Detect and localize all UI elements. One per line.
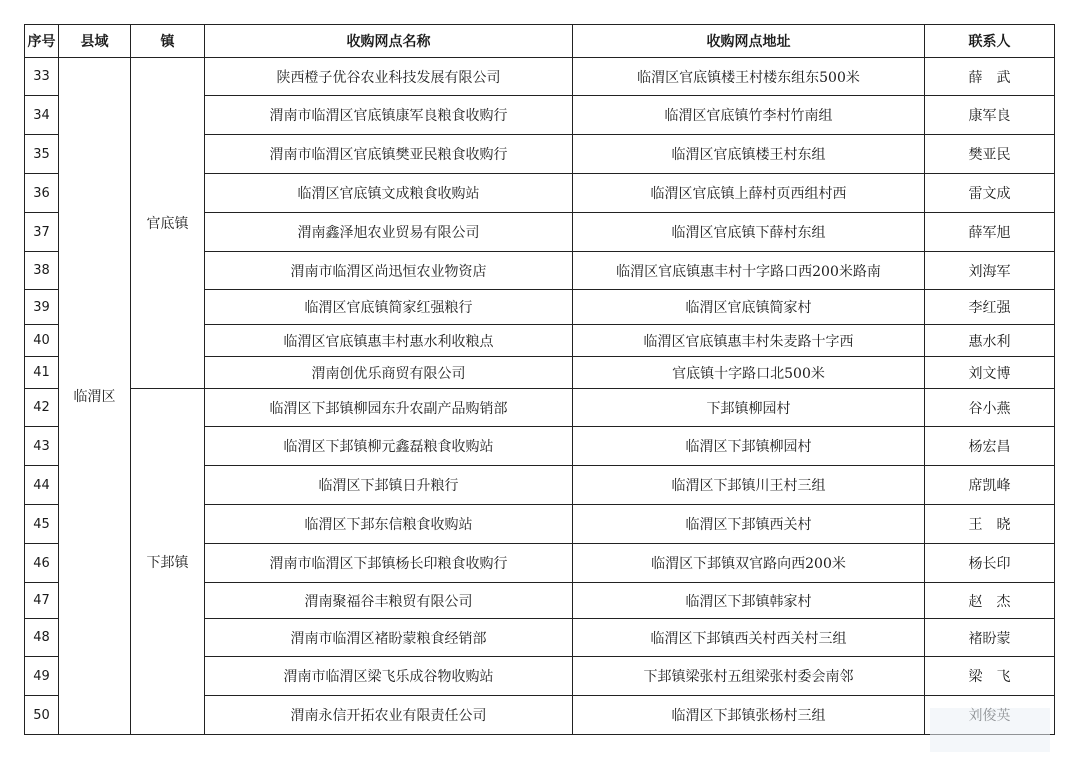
row-number: 35 bbox=[25, 135, 59, 174]
town-cell: 下邽镇 bbox=[131, 389, 205, 735]
row-number: 38 bbox=[25, 252, 59, 290]
site-name: 渭南创优乐商贸有限公司 bbox=[205, 357, 573, 389]
contact-person: 樊亚民 bbox=[925, 135, 1055, 174]
contact-person: 梁 飞 bbox=[925, 657, 1055, 696]
site-name: 临渭区官底镇惠丰村惠水利收粮点 bbox=[205, 325, 573, 357]
site-address: 临渭区官底镇楼王村东组 bbox=[573, 135, 925, 174]
contact-person: 薛军旭 bbox=[925, 213, 1055, 252]
contact-person: 刘文博 bbox=[925, 357, 1055, 389]
site-address: 临渭区官底镇下薛村东组 bbox=[573, 213, 925, 252]
table-row bbox=[25, 58, 1055, 96]
site-address: 临渭区下邽镇韩家村 bbox=[573, 583, 925, 619]
header-contact: 联系人 bbox=[925, 25, 1055, 58]
contact-person: 谷小燕 bbox=[925, 389, 1055, 427]
row-number: 34 bbox=[25, 96, 59, 135]
contact-person: 王 晓 bbox=[925, 505, 1055, 544]
site-name: 渭南市临渭区官底镇樊亚民粮食收购行 bbox=[205, 135, 573, 174]
row-number: 33 bbox=[25, 58, 59, 96]
site-name: 渭南市临渭区褚盼蒙粮食经销部 bbox=[205, 619, 573, 657]
header-address: 收购网点地址 bbox=[573, 25, 925, 58]
contact-person: 薛 武 bbox=[925, 58, 1055, 96]
site-address: 官底镇十字路口北500米 bbox=[573, 357, 925, 389]
site-address: 临渭区官底镇竹李村竹南组 bbox=[573, 96, 925, 135]
site-name: 临渭区下邽东信粮食收购站 bbox=[205, 505, 573, 544]
row-number: 37 bbox=[25, 213, 59, 252]
site-address: 下邽镇梁张村五组梁张村委会南邻 bbox=[573, 657, 925, 696]
row-number: 39 bbox=[25, 290, 59, 325]
site-name: 陕西橙子优谷农业科技发展有限公司 bbox=[205, 58, 573, 96]
contact-person: 惠水利 bbox=[925, 325, 1055, 357]
row-number: 50 bbox=[25, 696, 59, 735]
site-address: 临渭区下邽镇川王村三组 bbox=[573, 466, 925, 505]
header-town: 镇 bbox=[131, 25, 205, 58]
row-number: 36 bbox=[25, 174, 59, 213]
site-name: 渭南市临渭区官底镇康军良粮食收购行 bbox=[205, 96, 573, 135]
site-name: 渭南鑫泽旭农业贸易有限公司 bbox=[205, 213, 573, 252]
site-address: 临渭区官底镇惠丰村十字路口西200米路南 bbox=[573, 252, 925, 290]
watermark bbox=[930, 708, 1050, 752]
header-name: 收购网点名称 bbox=[205, 25, 573, 58]
site-address: 临渭区下邽镇西关村西关村三组 bbox=[573, 619, 925, 657]
site-name: 临渭区官底镇文成粮食收购站 bbox=[205, 174, 573, 213]
site-address: 临渭区官底镇简家村 bbox=[573, 290, 925, 325]
contact-person: 雷文成 bbox=[925, 174, 1055, 213]
site-address: 临渭区官底镇上薛村页西组村西 bbox=[573, 174, 925, 213]
site-name: 临渭区官底镇简家红强粮行 bbox=[205, 290, 573, 325]
site-name: 渭南市临渭区尚迅恒农业物资店 bbox=[205, 252, 573, 290]
county-cell: 临渭区 bbox=[59, 58, 131, 735]
row-number: 48 bbox=[25, 619, 59, 657]
site-name: 渭南市临渭区梁飞乐成谷物收购站 bbox=[205, 657, 573, 696]
header-row bbox=[25, 25, 1055, 58]
site-address: 临渭区下邽镇张杨村三组 bbox=[573, 696, 925, 735]
site-address: 临渭区官底镇惠丰村朱麦路十字西 bbox=[573, 325, 925, 357]
procurement-table bbox=[24, 24, 1055, 735]
site-name: 渭南永信开拓农业有限责任公司 bbox=[205, 696, 573, 735]
row-number: 41 bbox=[25, 357, 59, 389]
row-number: 46 bbox=[25, 544, 59, 583]
row-number: 43 bbox=[25, 427, 59, 466]
header-county: 县域 bbox=[59, 25, 131, 58]
contact-person: 褚盼蒙 bbox=[925, 619, 1055, 657]
row-number: 45 bbox=[25, 505, 59, 544]
site-address: 临渭区官底镇楼王村楼东组东500米 bbox=[573, 58, 925, 96]
contact-person: 李红强 bbox=[925, 290, 1055, 325]
site-name: 临渭区下邽镇柳元鑫磊粮食收购站 bbox=[205, 427, 573, 466]
contact-person: 康军良 bbox=[925, 96, 1055, 135]
site-name: 临渭区下邽镇日升粮行 bbox=[205, 466, 573, 505]
row-number: 47 bbox=[25, 583, 59, 619]
row-number: 42 bbox=[25, 389, 59, 427]
site-name: 渭南市临渭区下邽镇杨长印粮食收购行 bbox=[205, 544, 573, 583]
contact-person: 赵 杰 bbox=[925, 583, 1055, 619]
contact-person: 席凯峰 bbox=[925, 466, 1055, 505]
header-no: 序号 bbox=[25, 25, 59, 58]
town-cell: 官底镇 bbox=[131, 58, 205, 389]
row-number: 44 bbox=[25, 466, 59, 505]
contact-person: 刘海军 bbox=[925, 252, 1055, 290]
contact-person: 杨长印 bbox=[925, 544, 1055, 583]
site-address: 下邽镇柳园村 bbox=[573, 389, 925, 427]
contact-person: 杨宏昌 bbox=[925, 427, 1055, 466]
site-address: 临渭区下邽镇西关村 bbox=[573, 505, 925, 544]
table-row bbox=[25, 389, 1055, 427]
site-name: 渭南聚福谷丰粮贸有限公司 bbox=[205, 583, 573, 619]
site-address: 临渭区下邽镇柳园村 bbox=[573, 427, 925, 466]
row-number: 40 bbox=[25, 325, 59, 357]
site-address: 临渭区下邽镇双官路向西200米 bbox=[573, 544, 925, 583]
site-name: 临渭区下邽镇柳园东升农副产品购销部 bbox=[205, 389, 573, 427]
row-number: 49 bbox=[25, 657, 59, 696]
